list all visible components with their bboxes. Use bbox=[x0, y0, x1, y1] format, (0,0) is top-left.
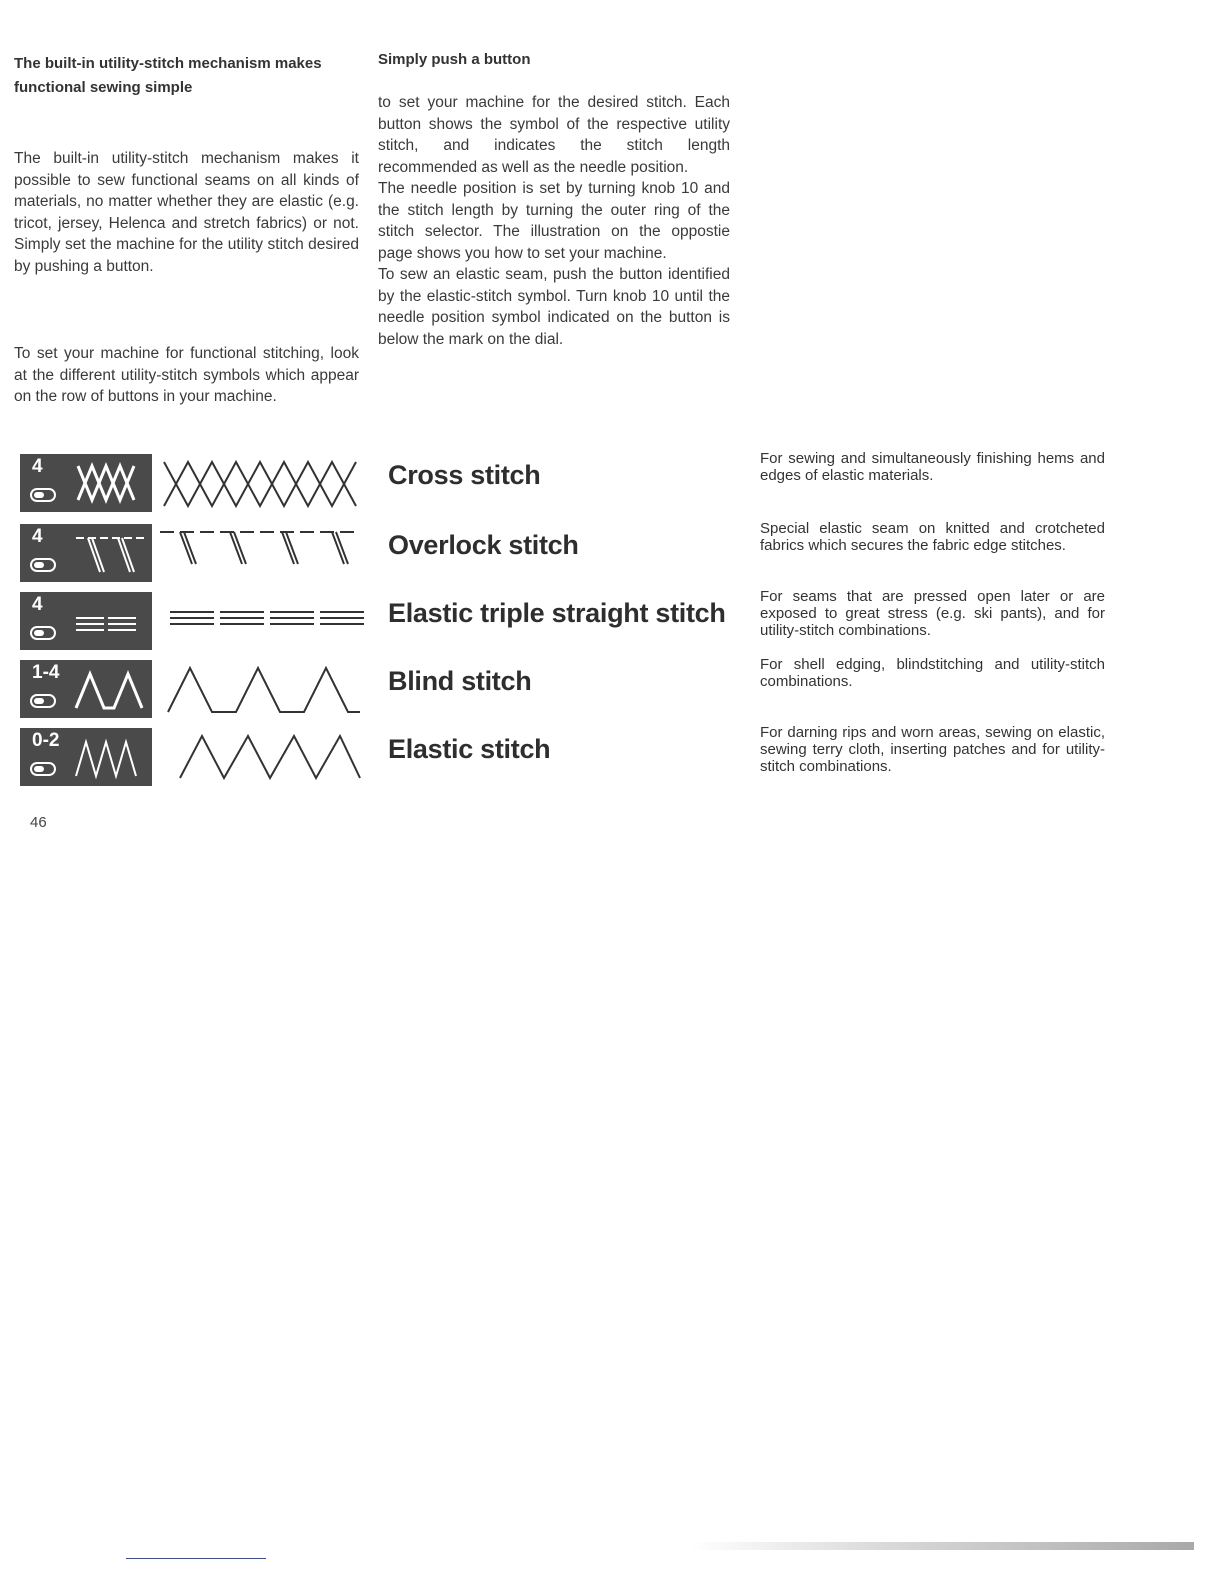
blind-stitch-pattern bbox=[160, 660, 370, 718]
stitch-name: Elastic stitch bbox=[388, 734, 551, 764]
right-paragraph-3: To sew an elastic seam, push the button identified by the elastic-stitch symbol. Turn knob 10 until the needle position symbol indicated on the button is below the mark on the dial. bbox=[378, 266, 730, 348]
right-heading: Simply push a button bbox=[378, 51, 531, 68]
cross-stitch-button bbox=[20, 454, 152, 512]
right-column bbox=[378, 48, 730, 350]
stitch-name: Cross stitch bbox=[388, 460, 541, 490]
stitch-row-overlock bbox=[20, 520, 1120, 586]
right-body bbox=[378, 92, 730, 350]
elastic-stitch-icon bbox=[74, 734, 146, 780]
overlock-stitch-pattern bbox=[160, 524, 370, 582]
stitch-description: For sewing and simultaneously finishing hems and edges of elastic materials. bbox=[760, 450, 1105, 484]
left-paragraph-2: To set your machine for functional stitching, look at the different utility-stitch symbols which appear on the row of buttons in your machine. bbox=[14, 345, 359, 405]
toggle-icon bbox=[30, 694, 56, 708]
overlock-stitch-icon bbox=[74, 530, 146, 576]
elastic-stitch-button bbox=[20, 728, 152, 786]
right-paragraph-2: The needle position is set by turning knob 10 and the stitch length by turning the outer ring of the stitch selector. The illustration on the oppostie page shows you how to set your machine. bbox=[378, 180, 730, 262]
button-number: 0-2 bbox=[32, 730, 60, 751]
stitch-row-blind bbox=[20, 656, 1120, 722]
right-paragraph-1: to set your machine for the desired stitch. Each button shows the symbol of the respective utility stitch, and indicates the stitch length recommended as well as the needle position. bbox=[378, 94, 730, 176]
toggle-icon bbox=[30, 488, 56, 502]
stitch-name: Blind stitch bbox=[388, 666, 532, 696]
stitch-row-cross bbox=[20, 450, 1120, 516]
blind-stitch-button bbox=[20, 660, 152, 718]
footer-rule-left bbox=[126, 1558, 266, 1559]
stitch-description: Special elastic seam on knitted and crotcheted fabrics which secures the fabric edge stitches. bbox=[760, 520, 1105, 554]
blind-stitch-icon bbox=[74, 666, 146, 712]
triple-straight-stitch-icon bbox=[74, 598, 146, 644]
left-column bbox=[14, 52, 359, 408]
stitch-row-triple-straight bbox=[20, 588, 1120, 654]
elastic-stitch-pattern bbox=[160, 728, 370, 786]
button-number: 4 bbox=[32, 456, 43, 477]
left-heading: The built-in utility-stitch mechanism makes functional sewing simple bbox=[14, 55, 322, 96]
cross-stitch-icon bbox=[74, 460, 146, 506]
stitch-description: For seams that are pressed open later or are exposed to great stress (e.g. ski pants), and for utility-stitch combinations. bbox=[760, 588, 1105, 639]
overlock-stitch-button bbox=[20, 524, 152, 582]
triple-straight-stitch-pattern bbox=[160, 592, 370, 650]
stitch-name: Overlock stitch bbox=[388, 530, 579, 560]
stitch-description: For shell edging, blindstitching and utility-stitch combinations. bbox=[760, 656, 1105, 690]
button-number: 4 bbox=[32, 594, 43, 615]
footer-rule-right bbox=[690, 1542, 1194, 1550]
button-number: 1-4 bbox=[32, 662, 60, 683]
cross-stitch-pattern bbox=[160, 454, 370, 512]
toggle-icon bbox=[30, 762, 56, 776]
toggle-icon bbox=[30, 558, 56, 572]
toggle-icon bbox=[30, 626, 56, 640]
stitch-name: Elastic triple straight stitch bbox=[388, 598, 726, 628]
stitch-row-elastic bbox=[20, 724, 1120, 790]
triple-straight-stitch-button bbox=[20, 592, 152, 650]
stitch-description: For darning rips and worn areas, sewing on elastic, sewing terry cloth, inserting patches and for utility-stitch combinations. bbox=[760, 724, 1105, 775]
page-number: 46 bbox=[30, 814, 47, 831]
left-paragraph-1: The built-in utility-stitch mechanism makes it possible to sew functional seams on all kinds of materials, no matter whether they are elastic (e.g. tricot, jersey, Helenca and stretch fabrics) or not. Simply set the machine for the utility stitch desired by pushing a button. bbox=[14, 150, 359, 275]
button-number: 4 bbox=[32, 526, 43, 547]
